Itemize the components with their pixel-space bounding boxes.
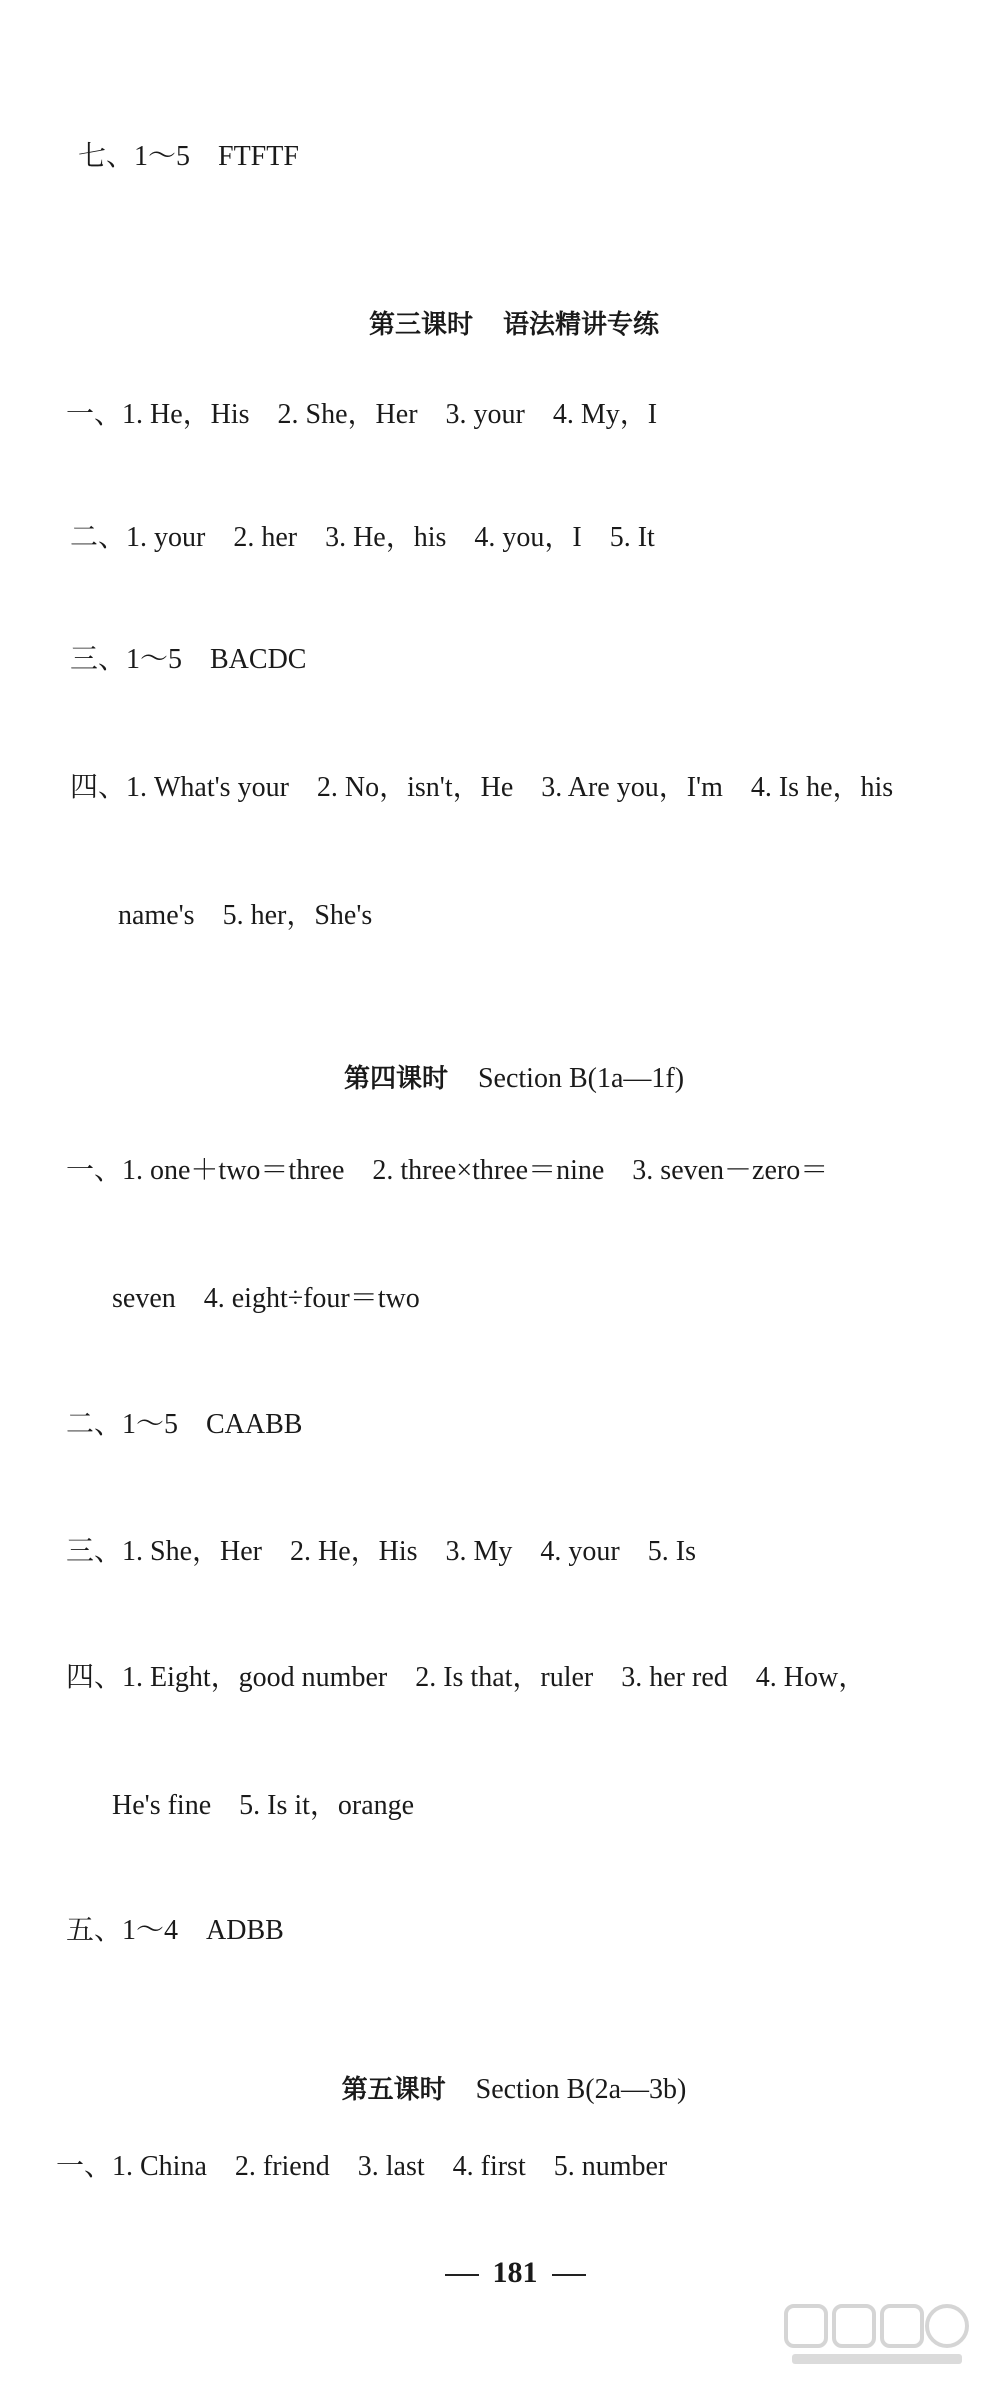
answer-line: 七、1～5 FTFTF bbox=[78, 141, 299, 172]
page-number: 181 bbox=[492, 2256, 538, 2289]
answer-line: 四、1. What's your 2. No，isn't，He 3. Are you，I'm 4. Is he，his bbox=[70, 772, 894, 803]
section-heading bbox=[0, 1028, 1000, 1130]
answer-line: He's fine 5. Is it，orange bbox=[112, 1790, 415, 1821]
answer-line: 一、1. He，His 2. She，Her 3. your 4. My，I bbox=[66, 399, 658, 430]
watermark-logo-icon bbox=[782, 2300, 972, 2370]
section-heading bbox=[0, 274, 1000, 376]
lesson-label: 第五课时 bbox=[341, 2075, 446, 2105]
answer-line: 二、1～5 CAABB bbox=[66, 1409, 303, 1440]
section-heading bbox=[0, 2039, 1000, 2141]
answer-line: seven 4. eight÷four＝two bbox=[112, 1283, 420, 1314]
answer-line: 三、1. She，Her 2. He，His 3. My 4. your 5. Is bbox=[66, 1536, 696, 1567]
answer-line: 五、1～4 ADBB bbox=[66, 1915, 284, 1946]
answer-line: 一、1. one＋two＝three 2. three×three＝nine 3. seven－zero＝ bbox=[66, 1155, 829, 1186]
lesson-label: 第四课时 bbox=[343, 1064, 448, 1094]
answer-line: name's 5. her，She's bbox=[118, 900, 373, 931]
answer-line: 二、1. your 2. her 3. He，his 4. you，I 5. It bbox=[70, 522, 655, 553]
lesson-label: 第三课时 bbox=[368, 310, 473, 340]
answer-line: 四、1. Eight，good number 2. Is that，ruler 3. her red 4. How， bbox=[66, 1662, 867, 1693]
answer-line: 一、1. China 2. friend 3. last 4. first 5. number bbox=[56, 2151, 668, 2182]
section-title: Section B(2a—3b) bbox=[475, 2074, 687, 2105]
section-title: Section B(1a—1f) bbox=[477, 1063, 685, 1094]
section-title: 语法精讲专练 bbox=[503, 310, 660, 340]
answer-line: 三、1～5 BACDC bbox=[70, 644, 307, 675]
footer-dash-left bbox=[445, 2274, 479, 2276]
footer-dash-right bbox=[552, 2274, 586, 2276]
